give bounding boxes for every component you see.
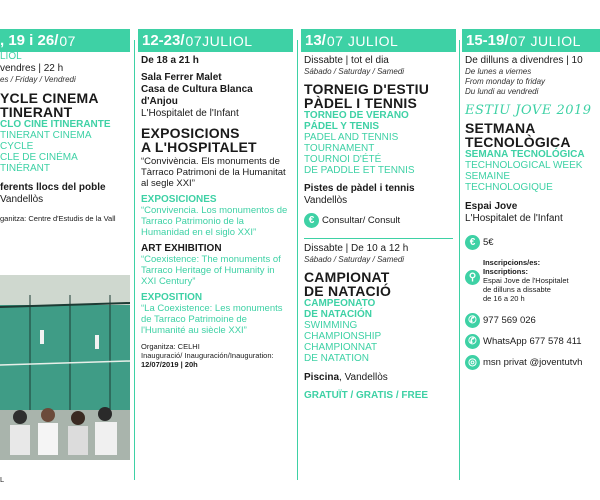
title-es: SEMANA TECNOLÓGICA bbox=[465, 149, 585, 160]
column-divider bbox=[459, 40, 460, 480]
title-en: TECHNOLOGICAL WEEK bbox=[465, 160, 583, 171]
time-trans-fr: Du lundi au vendredi bbox=[465, 87, 539, 96]
consult-row bbox=[304, 213, 453, 228]
date-band bbox=[0, 29, 130, 52]
instagram-row bbox=[465, 355, 600, 370]
title-fr-2: TECHNOLOGIQUE bbox=[465, 182, 553, 193]
month-label: 07 JULIOL bbox=[509, 32, 581, 49]
registration-block bbox=[465, 258, 600, 303]
column-cinema bbox=[0, 0, 130, 500]
heading-es: EXPOSICIONES bbox=[141, 194, 217, 205]
heading-en: ART EXHIBITION bbox=[141, 243, 222, 254]
time-line-2: Dissabte | De 10 a 12 h bbox=[304, 243, 409, 254]
euro-icon: € bbox=[465, 235, 480, 250]
tournament-es-2: PÁDEL Y TENIS bbox=[304, 121, 380, 132]
inauguration-label: Inauguració/ Inauguración/Inauguration: bbox=[141, 351, 274, 360]
registration-label-2: Inscriptions: bbox=[483, 267, 529, 276]
event-town: L'Hospitalet de l'Infant bbox=[141, 108, 239, 119]
venue-2: Casa de Cultura Blanca d'Anjou bbox=[141, 84, 253, 107]
whatsapp-icon: ✆ bbox=[465, 334, 480, 349]
bottom-text: L bbox=[0, 475, 5, 484]
venue-1: Sala Ferrer Malet bbox=[141, 72, 222, 83]
pool-place: Piscina bbox=[304, 372, 340, 383]
pool-town: , Vandellòs bbox=[339, 372, 388, 383]
organizer: ganitza: Centre d'Estudis de la Vall bbox=[0, 214, 116, 223]
tournament-fr-2: DE PADDLE ET TENNIS bbox=[304, 165, 415, 176]
free-label: GRATUÏT / GRATIS / FREE bbox=[304, 390, 429, 401]
date-band bbox=[462, 29, 600, 52]
tournament-title-2: PÀDEL I TENNIS bbox=[304, 95, 418, 111]
time-line-1: Dissabte | tot el dia bbox=[304, 55, 389, 66]
swim-fr-2: DE NATATION bbox=[304, 353, 369, 364]
instagram-handle[interactable]: msn privat @joventutvh bbox=[483, 357, 583, 368]
event-title-1: YCLE CINEMA bbox=[0, 90, 99, 106]
heading-fr: EXPOSITION bbox=[141, 292, 203, 303]
padel-court-photo bbox=[0, 275, 130, 460]
estiu-jove-logo: ESTIU JOVE 2019 bbox=[465, 103, 592, 118]
date-band bbox=[301, 29, 456, 52]
column-divider bbox=[134, 40, 135, 480]
event-title-2: A L'HOSPITALET bbox=[141, 139, 257, 155]
date-label: 12-23/ bbox=[142, 32, 185, 49]
courts-place: Pistes de pàdel i tennis bbox=[304, 183, 415, 194]
tournament-fr-1: TOURNOI D'ÉTÉ bbox=[304, 154, 382, 165]
translation-es: CLO CINE ITINERANTE bbox=[0, 119, 111, 130]
consult-label: Consultar/ Consult bbox=[322, 215, 401, 226]
inauguration-date: 12/07/2019 | 20h bbox=[141, 360, 198, 369]
event-title-1: EXPOSICIONS bbox=[141, 125, 240, 141]
swim-es-2: DE NATACIÓN bbox=[304, 309, 372, 320]
registration-days: de dilluns a dissabte bbox=[483, 285, 551, 294]
month-label: 07JULIOL bbox=[185, 32, 253, 49]
venue: Espai Jove bbox=[465, 201, 518, 212]
tournament-es-1: TORNEO DE VERANO bbox=[304, 110, 409, 121]
day-translation-1: Sábado / Saturday / Samedi bbox=[304, 67, 405, 76]
month-label: 07 bbox=[59, 32, 76, 49]
date-label: 15-19/ bbox=[466, 32, 509, 49]
price-label: 5€ bbox=[483, 237, 494, 248]
tournament-en-2: TOURNAMENT bbox=[304, 143, 375, 154]
column-sports bbox=[301, 0, 456, 500]
venue-town: L'Hospitalet de l'Infant bbox=[465, 213, 563, 224]
whatsapp-row bbox=[465, 334, 600, 349]
tournament-title-1: TORNEIG D'ESTIU bbox=[304, 81, 430, 97]
phone-number[interactable]: 977 569 026 bbox=[483, 315, 536, 326]
organizer: Organitza: CELHI bbox=[141, 342, 200, 351]
event-title-2: TECNOLÒGICA bbox=[465, 134, 571, 150]
instagram-icon: ◎ bbox=[465, 355, 480, 370]
month-line: LIOL bbox=[0, 51, 22, 62]
quote-fr: “La Coexistence: Les monuments de Tarraco Patrimoine de l'Humanité au siècle XXI” bbox=[141, 303, 283, 336]
event-title-1: SETMANA bbox=[465, 120, 536, 136]
swim-en-1: SWIMMING bbox=[304, 320, 358, 331]
column-exhibitions bbox=[138, 0, 293, 500]
whatsapp-number[interactable]: WhatsApp 677 578 411 bbox=[483, 336, 582, 347]
column-tech-week bbox=[462, 0, 600, 500]
swim-title-2: DE NATACIÓ bbox=[304, 283, 392, 299]
event-title-2: TINERANT bbox=[0, 104, 73, 120]
column-divider bbox=[297, 40, 298, 480]
title-fr-1: SEMAINE bbox=[465, 171, 511, 182]
translation-en: TINERANT CINEMA CYCLE bbox=[0, 130, 91, 152]
date-label: 13/ bbox=[305, 32, 326, 49]
time-line: De dilluns a divendres | 10 bbox=[465, 55, 583, 66]
time-line: vendres | 22 h bbox=[0, 63, 64, 74]
euro-icon: € bbox=[304, 213, 319, 228]
event-town: Vandellòs bbox=[0, 194, 44, 205]
swim-title-1: CAMPIONAT bbox=[304, 269, 390, 285]
registration-label-1: Inscripcions/es: bbox=[483, 258, 541, 267]
translation-fr-1: CLE DE CINÉMA bbox=[0, 152, 78, 163]
event-place: ferents llocs del poble bbox=[0, 182, 106, 193]
courts-town: Vandellòs bbox=[304, 195, 348, 206]
day-translation-2: Sábado / Saturday / Samedi bbox=[304, 255, 405, 264]
date-label: , 19 i 26/ bbox=[0, 32, 59, 49]
location-pin-icon: ⚲ bbox=[465, 270, 480, 285]
time-trans-es: De lunes a viernes bbox=[465, 67, 532, 76]
swim-es-1: CAMPEONATO bbox=[304, 298, 376, 309]
translation-fr-2: TINÉRANT bbox=[0, 163, 50, 174]
swim-en-2: CHAMPIONSHIP bbox=[304, 331, 382, 342]
registration-place: Espai Jove de l'Hospitalet bbox=[483, 276, 569, 285]
date-band bbox=[138, 29, 293, 52]
swim-fr-1: CHAMPIONNAT bbox=[304, 342, 378, 353]
pool-place-row bbox=[304, 372, 453, 384]
time-translation: es / Friday / Vendredi bbox=[0, 75, 76, 84]
time-trans-en: From monday to friday bbox=[465, 77, 546, 86]
quote-es: “Convivencia. Los monumentos de Tarraco Patrimonio de la Humanidad en el siglo XXI” bbox=[141, 205, 288, 238]
phone-row bbox=[465, 313, 600, 328]
time-line: De 18 a 21 h bbox=[141, 55, 199, 66]
exhibition-quote: “Convivència. Els monuments de Tàrraco Patrimoni de la Humanitat al segle XXI” bbox=[141, 156, 286, 189]
quote-en: “Coexistence: The monuments of Tarraco Heritage of Humanity in XXI Century” bbox=[141, 254, 281, 287]
phone-icon: ✆ bbox=[465, 313, 480, 328]
section-divider bbox=[304, 238, 453, 239]
month-label: 07 JULIOL bbox=[326, 32, 399, 49]
tournament-en-1: PADEL AND TENNIS bbox=[304, 132, 399, 143]
registration-hours: de 16 a 20 h bbox=[483, 294, 525, 303]
price-row bbox=[465, 235, 600, 250]
